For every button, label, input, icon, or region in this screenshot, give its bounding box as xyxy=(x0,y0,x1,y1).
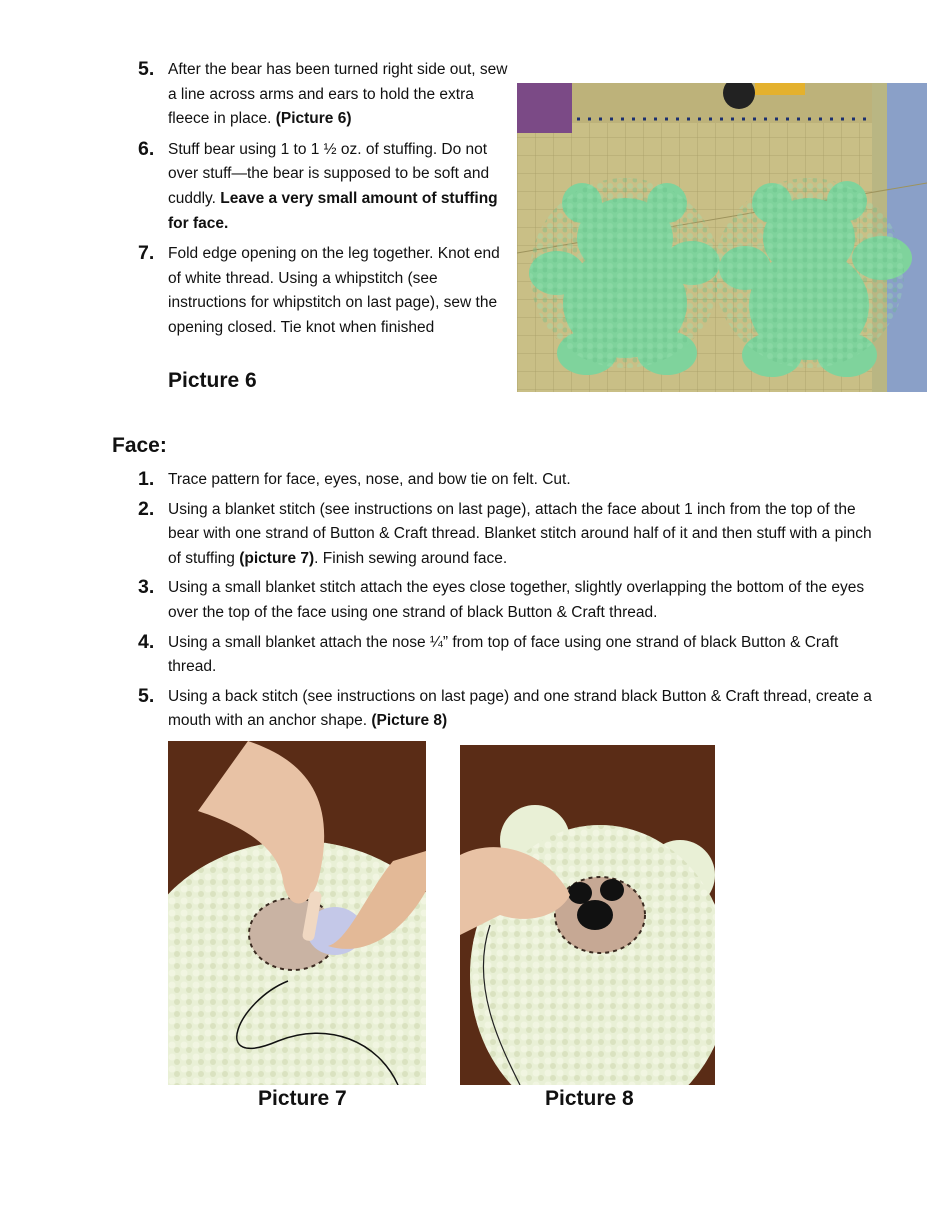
step-number: 6. xyxy=(138,137,155,160)
step-text: Trace pattern for face, eyes, nose, and bow tie on felt. Cut. xyxy=(168,471,571,488)
picture-6-caption: Picture 6 xyxy=(168,369,257,392)
picture-8-photo xyxy=(460,745,715,1085)
face-step-1 xyxy=(138,468,888,493)
assembly-steps-list xyxy=(138,58,510,347)
step-bold-text: Leave a very small amount of stuffing for face. xyxy=(168,189,498,232)
step-text: Fold edge opening on the leg together. Knot end of white thread. Using a whipstitch (see instructions for whipstitch on last page), sew the opening closed. Tie knot when finished xyxy=(168,245,500,336)
step-bold-text: (Picture 6) xyxy=(275,110,352,128)
step-5 xyxy=(138,58,510,132)
picture-7-photo xyxy=(168,741,426,1085)
step-text: Stuff bear using 1 to 1 ½ oz. of stuffing. Do not over stuff—the bear is supposed to be soft and cuddly. xyxy=(168,140,490,207)
step-text: Using a small blanket attach the nose ¼” from top of face using one strand of black Button & Craft thread. xyxy=(168,633,839,676)
step-number: 2. xyxy=(138,497,155,520)
step-number: 4. xyxy=(138,630,155,653)
step-number: 5. xyxy=(138,58,155,80)
step-number: 7. xyxy=(138,242,155,265)
face-step-2 xyxy=(138,498,888,572)
step-7 xyxy=(138,242,510,340)
step-text: Using a small blanket stitch attach the eyes close together, slightly overlapping the bottom of the eyes over the top of the face using one strand of black Button & Craft thread. xyxy=(168,579,865,621)
step-text: Using a blanket stitch (see instructions on last page), attach the face about 1 inch from the top of the bear with one strand of Button & Craft thread. Blanket stitch around half of it and then stuff with a pinch of stuffing xyxy=(168,500,872,567)
face-step-5 xyxy=(138,685,888,734)
face-step-4 xyxy=(138,631,888,680)
step-tail-text: . Finish sewing around face. xyxy=(314,549,508,567)
step-number: 5. xyxy=(138,684,155,707)
step-bold-text: (picture 7) xyxy=(239,549,315,567)
picture-6-photo xyxy=(517,83,927,392)
picture-7-caption: Picture 7 xyxy=(258,1087,347,1110)
step-6 xyxy=(138,138,510,236)
face-section-heading: Face: xyxy=(112,434,167,457)
step-number: 1. xyxy=(138,468,155,490)
step-bold-text: (Picture 8) xyxy=(371,712,448,730)
face-steps-list xyxy=(138,468,888,739)
step-number: 3. xyxy=(138,576,155,599)
step-text: Using a back stitch (see instructions on last page) and one strand black Button & Craft thread, create a mouth with an anchor shape. xyxy=(168,687,872,730)
picture-8-caption: Picture 8 xyxy=(545,1087,634,1110)
face-step-3 xyxy=(138,576,888,625)
step-text: After the bear has been turned right side out, sew a line across arms and ears to hold the extra fleece in place. xyxy=(168,61,508,128)
